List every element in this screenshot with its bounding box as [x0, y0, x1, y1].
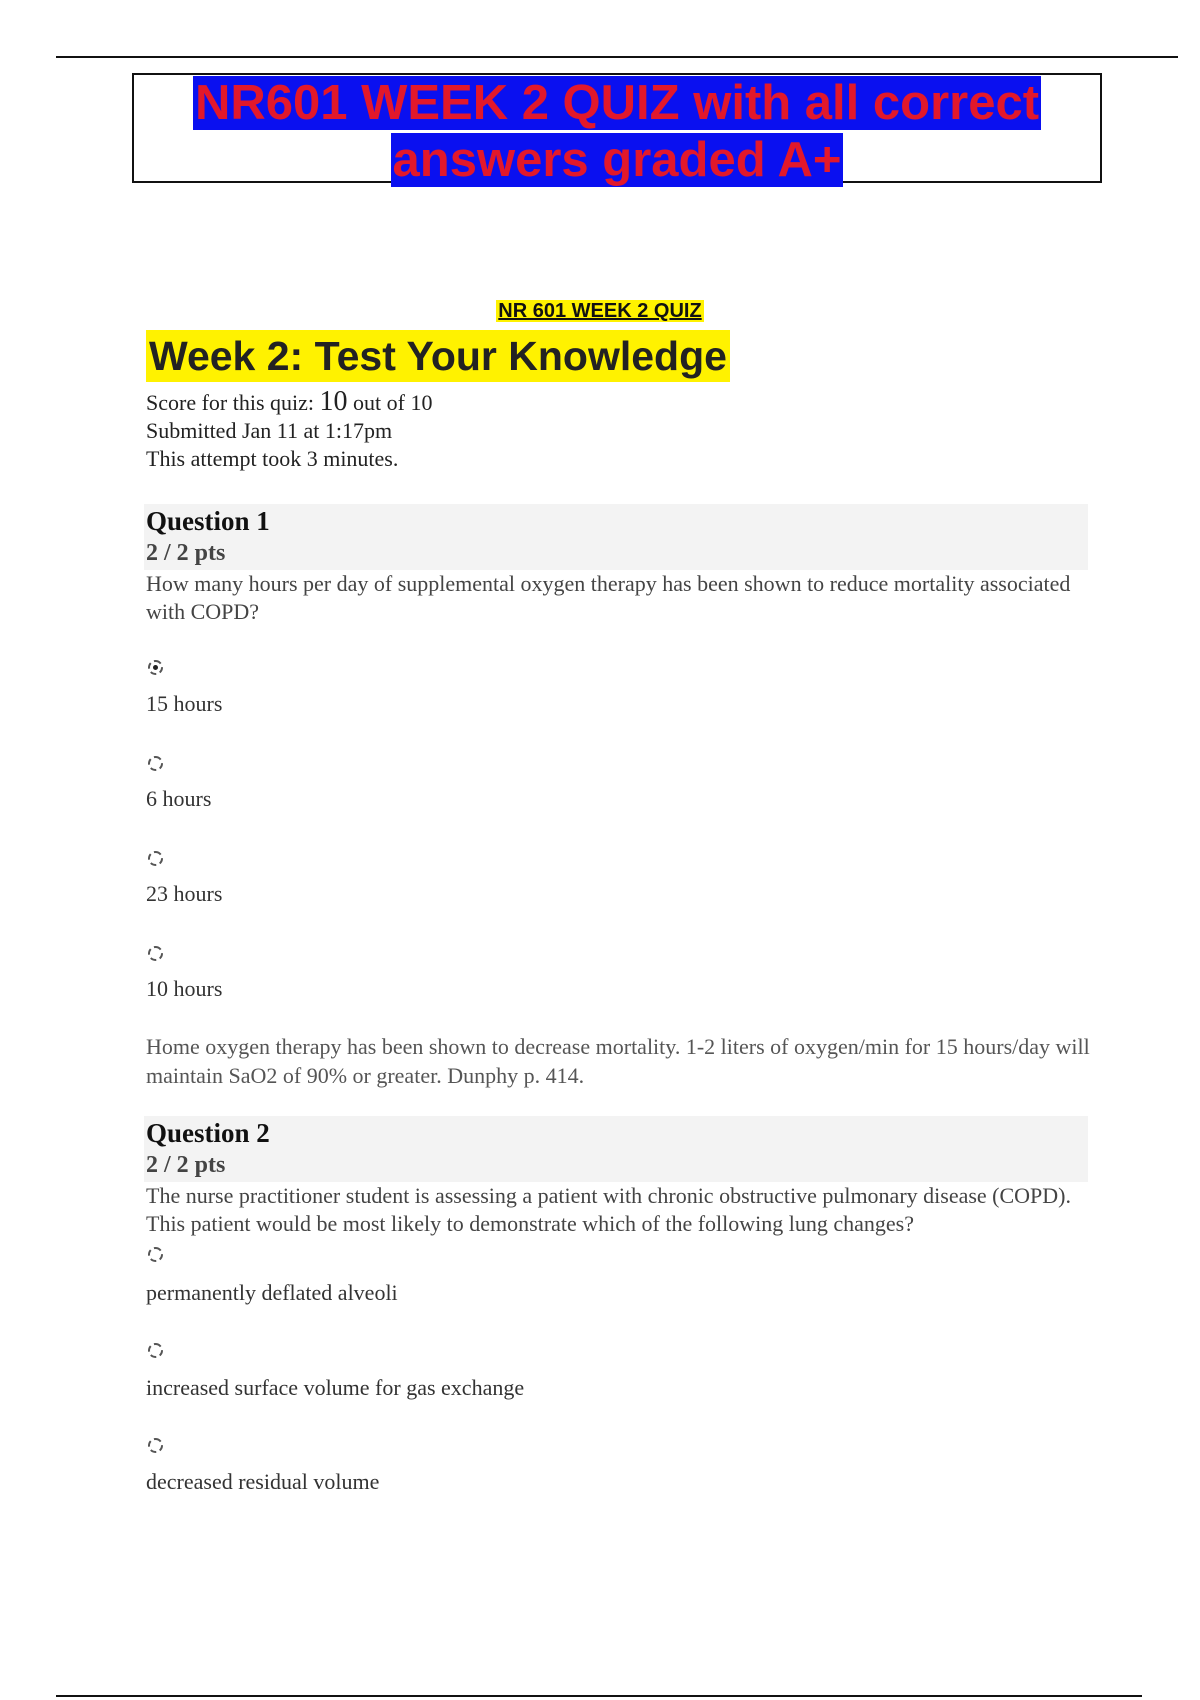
subheading-text: NR 601 WEEK 2 QUIZ: [498, 300, 702, 322]
banner-text: [134, 75, 1100, 189]
question-1-title: Question 1: [146, 506, 270, 536]
score-prefix: Score for this quiz:: [146, 390, 320, 415]
question-2-points: 2 / 2 pts: [146, 1152, 226, 1178]
question-2-header: [144, 1116, 1088, 1182]
q2-option-3-radio[interactable]: [148, 1438, 163, 1453]
question-2-text: The nurse practitioner student is assessing a patient with chronic obstructive pulmonary disease (COPD). This patient would be most likely to demonstrate which of the following lung changes?: [146, 1183, 1072, 1236]
q1-option-3-label: 23 hours: [146, 881, 223, 906]
banner-line-1: NR601 WEEK 2 QUIZ with all correct: [194, 76, 1040, 130]
q1-option-3-radio[interactable]: [148, 851, 163, 866]
duration-line: This attempt took 3 minutes.: [146, 446, 399, 471]
q2-option-3-label: decreased residual volume: [146, 1469, 380, 1494]
score-value: 10: [319, 386, 348, 417]
question-1-points: 2 / 2 pts: [146, 540, 226, 566]
q1-option-2-radio[interactable]: [148, 756, 163, 771]
q1-option-4-radio[interactable]: [148, 946, 163, 961]
bottom-rule: [56, 1695, 1142, 1697]
q1-option-1-radio[interactable]: [148, 660, 163, 675]
question-1-explanation: Home oxygen therapy has been shown to decrease mortality. 1-2 liters of oxygen/min for 15 hours/day will maintain SaO2 of 90% or greater. Dunphy p. 414.: [146, 1034, 1090, 1088]
score-line: [146, 388, 432, 417]
banner-line-2: answers graded A+: [392, 133, 842, 187]
q1-option-1-label: 15 hours: [146, 691, 223, 716]
q2-option-1-radio[interactable]: [148, 1247, 163, 1262]
score-suffix: out of 10: [347, 390, 433, 415]
question-1-text: How many hours per day of supplemental oxygen therapy has been shown to reduce mortality associated with COPD?: [146, 571, 1071, 624]
q2-option-2-label: increased surface volume for gas exchange: [146, 1375, 525, 1400]
question-1-header: [144, 504, 1088, 570]
q1-option-2-label: 6 hours: [146, 786, 212, 811]
title-banner: [132, 73, 1102, 187]
page-title: Week 2: Test Your Knowledge: [146, 330, 730, 382]
question-2-title: Question 2: [146, 1118, 270, 1148]
q2-option-2-radio[interactable]: [148, 1343, 163, 1358]
q1-option-4-label: 10 hours: [146, 976, 223, 1001]
submitted-line: Submitted Jan 11 at 1:17pm: [146, 418, 393, 443]
q2-option-1-label: permanently deflated alveoli: [146, 1280, 398, 1305]
quiz-subheading: [0, 300, 1200, 323]
quiz-meta: [146, 388, 432, 473]
top-rule: [56, 56, 1178, 58]
